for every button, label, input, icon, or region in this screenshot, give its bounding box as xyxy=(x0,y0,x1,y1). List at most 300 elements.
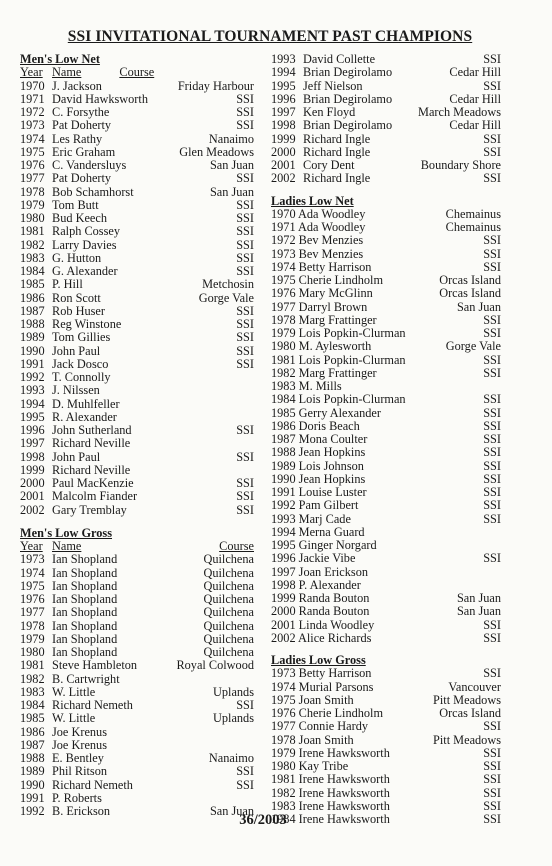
mens-low-net-header xyxy=(20,66,254,79)
row-year: 1973 xyxy=(20,552,45,567)
ladies-low-gross-heading: Ladies Low Gross xyxy=(271,653,366,667)
row-course: Quilchena xyxy=(203,565,254,580)
row-year: 1979 xyxy=(20,197,45,212)
row-name: Ian Shopland xyxy=(52,593,118,606)
row-name: Malcolm Fiander xyxy=(52,490,138,504)
table-row xyxy=(271,93,501,106)
row-year: 1977 xyxy=(20,605,45,620)
row-course: Uplands xyxy=(213,711,254,726)
row-course: SSI xyxy=(483,666,501,681)
row-name: Brian Degirolamo xyxy=(303,92,393,106)
row-name: P. Hill xyxy=(52,278,83,292)
table-row xyxy=(271,380,501,393)
row-name: Reg Winstone xyxy=(52,318,122,331)
table-row xyxy=(20,633,254,646)
row-year: 1978 xyxy=(20,184,45,199)
row-course: SSI xyxy=(483,719,501,734)
table-row xyxy=(271,526,501,539)
table-row xyxy=(271,720,501,733)
table-row xyxy=(271,208,501,221)
table-row xyxy=(271,53,501,66)
row-year: 2000 xyxy=(271,144,296,159)
row-entry: 1997 Joan Erickson xyxy=(271,565,368,579)
row-course: Gorge Vale xyxy=(445,339,501,354)
row-course: SSI xyxy=(483,392,501,407)
table-row xyxy=(20,567,254,580)
table-row xyxy=(20,331,254,344)
row-name: J. Jackson xyxy=(52,79,102,93)
row-course: SSI xyxy=(483,246,501,261)
row-name: Richard Ingle xyxy=(303,132,371,146)
table-row xyxy=(20,451,254,464)
table-row xyxy=(20,186,254,199)
row-course: SSI xyxy=(483,772,501,787)
table-row xyxy=(20,477,254,490)
table-row xyxy=(20,252,254,265)
row-year: 1993 xyxy=(20,383,45,398)
table-row xyxy=(271,734,501,747)
row-entry: 2000 Randa Bouton xyxy=(271,605,370,619)
row-course: Friday Harbour xyxy=(177,78,254,93)
row-name: Ron Scott xyxy=(52,291,101,305)
table-row xyxy=(20,752,254,765)
row-year: 1985 xyxy=(20,277,45,292)
row-course: Chemainus xyxy=(445,220,501,234)
table-row xyxy=(20,699,254,712)
row-entry: 1983 Irene Hawksworth xyxy=(271,799,390,813)
row-course: SSI xyxy=(483,352,501,367)
row-course: SSI xyxy=(236,343,254,358)
row-entry: 1989 Lois Johnson xyxy=(271,459,364,473)
table-row xyxy=(271,159,501,172)
row-year: 1988 xyxy=(20,751,45,765)
row-year: 1986 xyxy=(20,290,45,305)
row-course: SSI xyxy=(236,777,254,792)
row-course: Cedar Hill xyxy=(449,91,501,106)
row-course: SSI xyxy=(483,471,501,486)
row-course: Quilchena xyxy=(203,592,254,606)
table-row xyxy=(20,172,254,185)
table-row xyxy=(271,787,501,800)
row-course: March Meadows xyxy=(418,105,501,119)
row-course: SSI xyxy=(483,405,501,420)
row-name: Eric Graham xyxy=(52,145,116,159)
table-row xyxy=(20,659,254,672)
row-name: E. Bentley xyxy=(52,752,104,765)
table-row xyxy=(20,739,254,752)
table-row xyxy=(271,552,501,565)
row-year: 1999 xyxy=(271,131,296,146)
row-course: San Juan xyxy=(209,804,254,818)
mens-low-gross-list xyxy=(20,553,254,818)
table-row xyxy=(20,318,254,331)
row-entry: 1982 Marg Frattinger xyxy=(271,366,377,380)
table-row xyxy=(271,667,501,680)
ladies-low-net-heading: Ladies Low Net xyxy=(271,193,354,208)
table-row xyxy=(20,358,254,371)
row-name: John Paul xyxy=(52,344,101,358)
row-year: 1992 xyxy=(20,370,45,384)
row-name: Joe Krenus xyxy=(52,738,107,752)
table-row xyxy=(271,393,501,406)
row-name: Richard Ingle xyxy=(303,172,371,186)
row-name: Bob Schamhorst xyxy=(52,185,134,199)
row-entry: 1993 Marj Cade xyxy=(271,512,351,526)
table-row xyxy=(20,292,254,305)
row-name: Jack Dosco xyxy=(52,357,109,371)
row-year: 1973 xyxy=(20,118,45,133)
row-year: 1992 xyxy=(20,804,45,818)
row-entry: 1976 Cherie Lindholm xyxy=(271,707,384,720)
row-year: 1979 xyxy=(20,631,45,646)
row-entry: 1978 Marg Frattinger xyxy=(271,313,377,327)
row-year: 1987 xyxy=(20,737,45,752)
row-name: Ian Shopland xyxy=(52,553,118,567)
table-row xyxy=(271,619,501,632)
table-row xyxy=(271,579,501,592)
row-entry: 1977 Darryl Brown xyxy=(271,300,368,314)
table-row xyxy=(271,234,501,247)
table-row xyxy=(271,248,501,261)
table-row xyxy=(271,66,501,79)
row-course: Glen Meadows xyxy=(179,144,254,159)
col-year-header: Year xyxy=(20,539,43,553)
col-course-header: Course xyxy=(119,65,155,80)
table-row xyxy=(271,172,501,185)
row-course: SSI xyxy=(236,764,254,779)
row-name: B. Erickson xyxy=(52,805,111,818)
row-year: 1972 xyxy=(20,105,45,119)
table-row xyxy=(20,265,254,278)
row-course: SSI xyxy=(483,432,501,446)
table-row xyxy=(20,305,254,318)
row-name: C. Vandersluys xyxy=(52,159,127,172)
right-column xyxy=(271,53,501,826)
row-name: P. Roberts xyxy=(52,791,102,805)
table-row xyxy=(271,800,501,813)
row-course: SSI xyxy=(236,698,254,712)
row-year: 1983 xyxy=(20,684,45,699)
row-course: San Juan xyxy=(456,299,501,314)
row-course: SSI xyxy=(236,197,254,212)
row-name: John Paul xyxy=(52,450,101,464)
row-year: 1994 xyxy=(271,65,296,80)
table-row xyxy=(20,199,254,212)
table-row xyxy=(20,106,254,119)
row-course: Chemainus xyxy=(445,206,501,221)
row-entry: 1980 M. Aylesworth xyxy=(271,340,372,354)
row-name: Ian Shopland xyxy=(52,606,118,620)
table-row xyxy=(271,420,501,433)
row-year: 2001 xyxy=(20,489,45,504)
table-row xyxy=(20,464,254,477)
table-row xyxy=(271,773,501,786)
page-number: 36/2003 xyxy=(239,812,287,828)
table-row xyxy=(271,146,501,159)
row-course: SSI xyxy=(236,303,254,318)
row-course: SSI xyxy=(483,259,501,274)
row-course: SSI xyxy=(483,131,501,146)
row-year: 1983 xyxy=(20,250,45,265)
row-course: Quilchena xyxy=(203,605,254,620)
row-name: Richard Nemeth xyxy=(52,778,133,792)
row-name: Ian Shopland xyxy=(52,646,118,659)
row-name: D. Muhlfeller xyxy=(52,397,120,411)
row-year: 1986 xyxy=(20,724,45,739)
row-year: 1975 xyxy=(20,144,45,159)
row-course: Orcas Island xyxy=(439,286,501,301)
row-year: 1981 xyxy=(20,658,45,673)
table-row xyxy=(271,681,501,694)
row-name: Ian Shopland xyxy=(52,632,118,646)
page-title: SSI INVITATIONAL TOURNAMENT PAST CHAMPIONS xyxy=(67,28,473,45)
row-name: G. Hutton xyxy=(52,251,102,265)
table-row xyxy=(271,605,501,618)
row-entry: 1972 Bev Menzies xyxy=(271,234,364,248)
table-row xyxy=(20,504,254,517)
row-year: 1989 xyxy=(20,330,45,345)
table-row xyxy=(20,673,254,686)
row-course: SSI xyxy=(236,264,254,278)
row-year: 1998 xyxy=(271,118,296,133)
table-row xyxy=(271,367,501,380)
mens-low-gross-heading: Men's Low Gross xyxy=(20,525,113,540)
row-year: 1990 xyxy=(20,777,45,792)
row-course: SSI xyxy=(236,91,254,106)
row-entry: 1998 P. Alexander xyxy=(271,578,361,592)
table-row xyxy=(271,473,501,486)
row-course: San Juan xyxy=(209,184,254,199)
row-course: SSI xyxy=(236,330,254,345)
row-name: Brian Degirolamo xyxy=(303,119,393,133)
table-row xyxy=(20,384,254,397)
row-name: David Hawksworth xyxy=(52,92,148,106)
table-row xyxy=(271,274,501,287)
row-name: G. Alexander xyxy=(52,265,118,278)
row-course: SSI xyxy=(483,630,501,645)
row-name: Phil Ritson xyxy=(52,765,108,779)
row-year: 1980 xyxy=(20,645,45,659)
table-row xyxy=(20,93,254,106)
row-year: 2001 xyxy=(271,158,296,172)
row-course: SSI xyxy=(483,812,501,826)
row-name: C. Forsythe xyxy=(52,106,110,119)
table-row xyxy=(20,146,254,159)
row-course: San Juan xyxy=(456,591,501,605)
row-year: 1970 xyxy=(20,78,45,93)
row-course: Gorge Vale xyxy=(198,290,254,305)
row-year: 2000 xyxy=(20,476,45,490)
row-course: SSI xyxy=(483,745,501,760)
table-row xyxy=(20,159,254,172)
row-course: SSI xyxy=(236,250,254,265)
row-name: Jeff Nielson xyxy=(303,79,363,93)
table-row xyxy=(20,712,254,725)
row-name: Richard Neville xyxy=(52,437,131,451)
row-entry: 1974 Betty Harrison xyxy=(271,260,372,274)
row-course: SSI xyxy=(236,317,254,331)
table-row xyxy=(271,354,501,367)
table-row xyxy=(20,490,254,503)
row-entry: 1999 Randa Bouton xyxy=(271,592,370,605)
row-name: W. Little xyxy=(52,685,96,699)
table-row xyxy=(20,686,254,699)
mens-low-net-list xyxy=(20,80,254,517)
row-name: T. Connolly xyxy=(52,371,111,384)
row-year: 1993 xyxy=(271,52,296,66)
row-course: SSI xyxy=(483,498,501,513)
row-entry: 1996 Jackie Vibe xyxy=(271,552,356,566)
row-entry: 1979 Lois Popkin-Clurman xyxy=(271,327,406,340)
row-year: 1980 xyxy=(20,211,45,225)
table-row xyxy=(271,760,501,773)
table-row xyxy=(271,486,501,499)
row-name: Ian Shopland xyxy=(52,566,118,580)
row-entry: 1992 Pam Gilbert xyxy=(271,499,359,513)
row-course: SSI xyxy=(483,418,501,433)
col-course-header: Course xyxy=(219,539,254,553)
row-name: Pat Doherty xyxy=(52,172,112,186)
row-entry: 1978 Joan Smith xyxy=(271,733,354,747)
table-row xyxy=(271,592,501,605)
table-row xyxy=(271,106,501,119)
table-row xyxy=(271,460,501,473)
mens-low-net-heading: Men's Low Net xyxy=(20,52,100,66)
row-name: Rob Huser xyxy=(52,304,105,318)
row-name: Pat Doherty xyxy=(52,119,112,133)
row-year: 1987 xyxy=(20,303,45,318)
row-name: David Collette xyxy=(303,53,376,66)
row-entry: 1995 Ginger Norgard xyxy=(271,539,377,552)
row-name: Brian Degirolamo xyxy=(303,66,393,80)
table-row xyxy=(271,261,501,274)
row-course: SSI xyxy=(236,423,254,437)
row-course: SSI xyxy=(236,502,254,517)
row-year: 1976 xyxy=(20,592,45,606)
row-name: Larry Davies xyxy=(52,238,117,252)
table-row xyxy=(20,765,254,778)
row-year: 1982 xyxy=(20,671,45,686)
row-entry: 1988 Jean Hopkins xyxy=(271,446,366,460)
row-course: SSI xyxy=(483,511,501,526)
row-year: 1997 xyxy=(271,105,296,119)
row-entry: 1981 Lois Popkin-Clurman xyxy=(271,353,406,367)
mens-low-gross-cont-list xyxy=(271,53,501,186)
row-year: 1978 xyxy=(20,618,45,633)
row-entry: 1981 Irene Hawksworth xyxy=(271,773,390,787)
table-row xyxy=(20,398,254,411)
row-year: 1981 xyxy=(20,224,45,239)
row-year: 1984 xyxy=(20,264,45,278)
row-entry: 1976 Mary McGlinn xyxy=(271,287,373,301)
row-course: Quilchena xyxy=(203,578,254,593)
row-course: SSI xyxy=(236,211,254,225)
row-year: 1982 xyxy=(20,237,45,252)
row-course: Quilchena xyxy=(203,631,254,646)
table-row xyxy=(271,566,501,579)
table-row xyxy=(271,301,501,314)
row-course: SSI xyxy=(483,52,501,66)
table-row xyxy=(20,553,254,566)
row-course: SSI xyxy=(236,105,254,119)
row-name: Richard Ingle xyxy=(303,145,371,159)
table-row xyxy=(20,437,254,450)
row-year: 2002 xyxy=(271,171,296,186)
row-year: 1989 xyxy=(20,764,45,779)
row-course: SSI xyxy=(483,485,501,499)
col-name-header: Name xyxy=(52,65,82,80)
table-row xyxy=(271,632,501,645)
row-entry: 1973 Betty Harrison xyxy=(271,667,372,681)
table-row xyxy=(271,314,501,327)
row-course: SSI xyxy=(483,233,501,248)
row-entry: 2001 Linda Woodley xyxy=(271,618,375,632)
table-row xyxy=(20,411,254,424)
row-course: San Juan xyxy=(209,158,254,172)
table-row xyxy=(271,287,501,300)
row-entry: 1979 Irene Hawksworth xyxy=(271,746,390,760)
row-name: Ian Shopland xyxy=(52,579,118,593)
row-course: SSI xyxy=(483,458,501,473)
row-entry: 1990 Jean Hopkins xyxy=(271,472,366,486)
table-row xyxy=(271,119,501,132)
row-course: SSI xyxy=(483,365,501,380)
row-name: Steve Hambleton xyxy=(52,659,138,673)
table-row xyxy=(20,212,254,225)
col-year-header: Year xyxy=(20,65,43,80)
row-entry: 1980 Kay Tribe xyxy=(271,760,349,773)
row-course: Quilchena xyxy=(203,552,254,567)
row-year: 1974 xyxy=(20,565,45,580)
row-course: SSI xyxy=(236,224,254,239)
row-year: 1977 xyxy=(20,171,45,186)
row-course: SSI xyxy=(483,78,501,93)
table-row xyxy=(20,345,254,358)
row-name: John Sutherland xyxy=(52,424,132,437)
row-course: SSI xyxy=(236,489,254,504)
table-row xyxy=(271,133,501,146)
row-year: 1984 xyxy=(20,698,45,712)
row-entry: 1982 Irene Hawksworth xyxy=(271,786,390,800)
row-year: 1994 xyxy=(20,396,45,411)
table-row xyxy=(271,80,501,93)
row-year: 1990 xyxy=(20,343,45,358)
col-name-header: Name xyxy=(52,540,82,553)
row-year: 1998 xyxy=(20,449,45,464)
row-course: Cedar Hill xyxy=(449,65,501,80)
row-entry: 1983 M. Mills xyxy=(271,380,342,393)
row-name: Gary Tremblay xyxy=(52,503,127,517)
row-name: Ken Floyd xyxy=(303,106,356,119)
row-entry: 2002 Alice Richards xyxy=(271,631,372,645)
row-year: 1995 xyxy=(271,78,296,93)
row-entry: 1984 Lois Popkin-Clurman xyxy=(271,393,406,407)
table-row xyxy=(20,133,254,146)
table-row xyxy=(271,747,501,760)
row-course: SSI xyxy=(483,445,501,460)
row-course: SSI xyxy=(483,326,501,340)
row-name: J. Nilssen xyxy=(52,384,100,398)
table-row xyxy=(20,726,254,739)
row-course: SSI xyxy=(236,449,254,464)
row-entry: 1994 Merna Guard xyxy=(271,525,365,539)
row-entry: 1974 Murial Parsons xyxy=(271,680,374,694)
row-name: Tom Gillies xyxy=(52,331,111,345)
table-row xyxy=(20,225,254,238)
row-year: 1988 xyxy=(20,317,45,331)
row-name: Richard Neville xyxy=(52,463,131,477)
row-year: 1975 xyxy=(20,578,45,593)
